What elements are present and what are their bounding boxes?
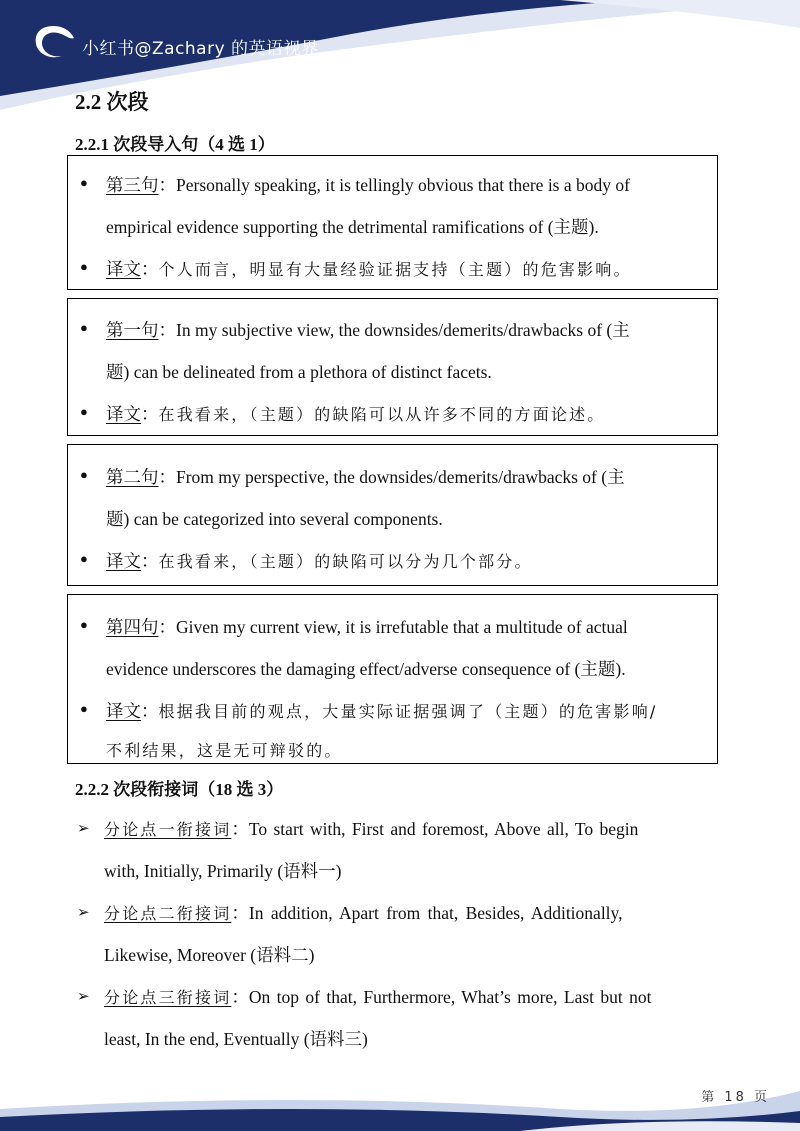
sentence-label: 第四句 [106,617,159,637]
sentence-line [106,614,628,639]
sentence-line [106,317,630,342]
brand-logo-icon [30,22,78,62]
arrow-bullet-icon: ➢ [77,905,90,921]
translation-line [106,401,606,426]
subsection-title-intro: 2.2.1 次段导入句（4 选 1） [75,135,275,154]
subsection-title-connectors: 2.2.2 次段衔接词（18 选 3） [75,780,284,799]
connector-text: In addition, Apart from that, Besides, Additionally, [248,903,623,923]
colon: ： [158,467,176,487]
bullet-icon: ● [80,467,88,482]
bullet-icon: ● [80,404,88,419]
translation-text: 在我看来，（主题）的缺陷可以从许多不同的方面论述。 [158,405,606,424]
colon: ： [141,551,159,571]
connector-line-2b: Likewise, Moreover (语料二) [104,945,315,965]
sentence-line [106,172,630,197]
translation-line [106,256,632,281]
translation-text: 在我看来，（主题）的缺陷可以分为几个部分。 [158,552,533,571]
bullet-icon: ● [80,617,88,632]
connector-line-3 [104,984,652,1009]
section-title: 2.2 次段 [75,90,149,114]
sentence-en-2: 题) can be delineated from a plethora of distinct facets. [106,362,492,382]
arrow-bullet-icon: ➢ [77,821,90,837]
connector-line-3b: least, In the end, Eventually (语料三) [104,1029,368,1049]
sentence-en-1: From my perspective, the downsides/demerits/drawbacks of (主 [176,467,625,487]
translation-label: 译文 [106,551,141,571]
connector-text: To start with, First and foremost, Above all, To begin [248,819,639,839]
bullet-icon: ● [80,701,88,716]
colon: ： [141,259,159,279]
translation-label: 译文 [106,701,141,721]
sentence-label: 第一句 [106,320,159,340]
colon: ： [158,617,176,637]
footer-banner [0,1051,800,1131]
translation-label: 译文 [106,404,141,424]
bullet-icon: ● [80,551,88,566]
colon: ： [231,903,249,923]
connector-line-1 [104,816,638,841]
translation-line [106,698,658,723]
connector-text: On top of that, Furthermore, What’s more, Last but not [248,987,652,1007]
colon: ： [158,175,176,195]
connector-label: 分论点三衔接词 [104,988,232,1007]
bullet-icon: ● [80,259,88,274]
translation-text: 根据我目前的观点，大量实际证据强调了（主题）的危害影响/ [158,702,658,721]
sentence-en-1: Given my current view, it is irrefutable that a multitude of actual [176,617,628,637]
translation-text-2: 不利结果，这是无可辩驳的。 [106,741,343,760]
colon: ： [231,987,249,1007]
translation-line [106,548,533,573]
sentence-box-1 [67,298,718,436]
page-number: 第 18 页 [701,1090,770,1105]
connector-line-1b: with, Initially, Primarily (语料一) [104,861,342,881]
sentence-en-1: In my subjective view, the downsides/demerits/drawbacks of (主 [176,320,630,340]
sentence-label: 第二句 [106,467,159,487]
sentence-en-2: evidence underscores the damaging effect/adverse consequence of (主题). [106,659,626,679]
bullet-icon: ● [80,320,88,335]
sentence-en-2: empirical evidence supporting the detrimental ramifications of (主题). [106,217,599,237]
colon: ： [158,320,176,340]
colon: ： [141,701,159,721]
arrow-bullet-icon: ➢ [77,989,90,1005]
colon: ： [231,819,249,839]
sentence-box-4 [67,594,718,764]
bullet-icon: ● [80,175,88,190]
connector-line-2 [104,900,623,925]
translation-label: 译文 [106,259,141,279]
colon: ： [141,404,159,424]
sentence-label: 第三句 [106,175,159,195]
header-title: 小红书@Zachary 的英语视界 [82,39,319,59]
connector-label: 分论点二衔接词 [104,904,232,923]
sentence-en-1: Personally speaking, it is tellingly obvious that there is a body of [176,175,630,195]
sentence-en-2: 题) can be categorized into several components. [106,509,443,529]
connector-label: 分论点一衔接词 [104,820,232,839]
sentence-line [106,464,625,489]
sentence-box-3 [67,155,718,290]
sentence-box-2 [67,444,718,586]
translation-text: 个人而言，明显有大量经验证据支持（主题）的危害影响。 [158,260,632,279]
